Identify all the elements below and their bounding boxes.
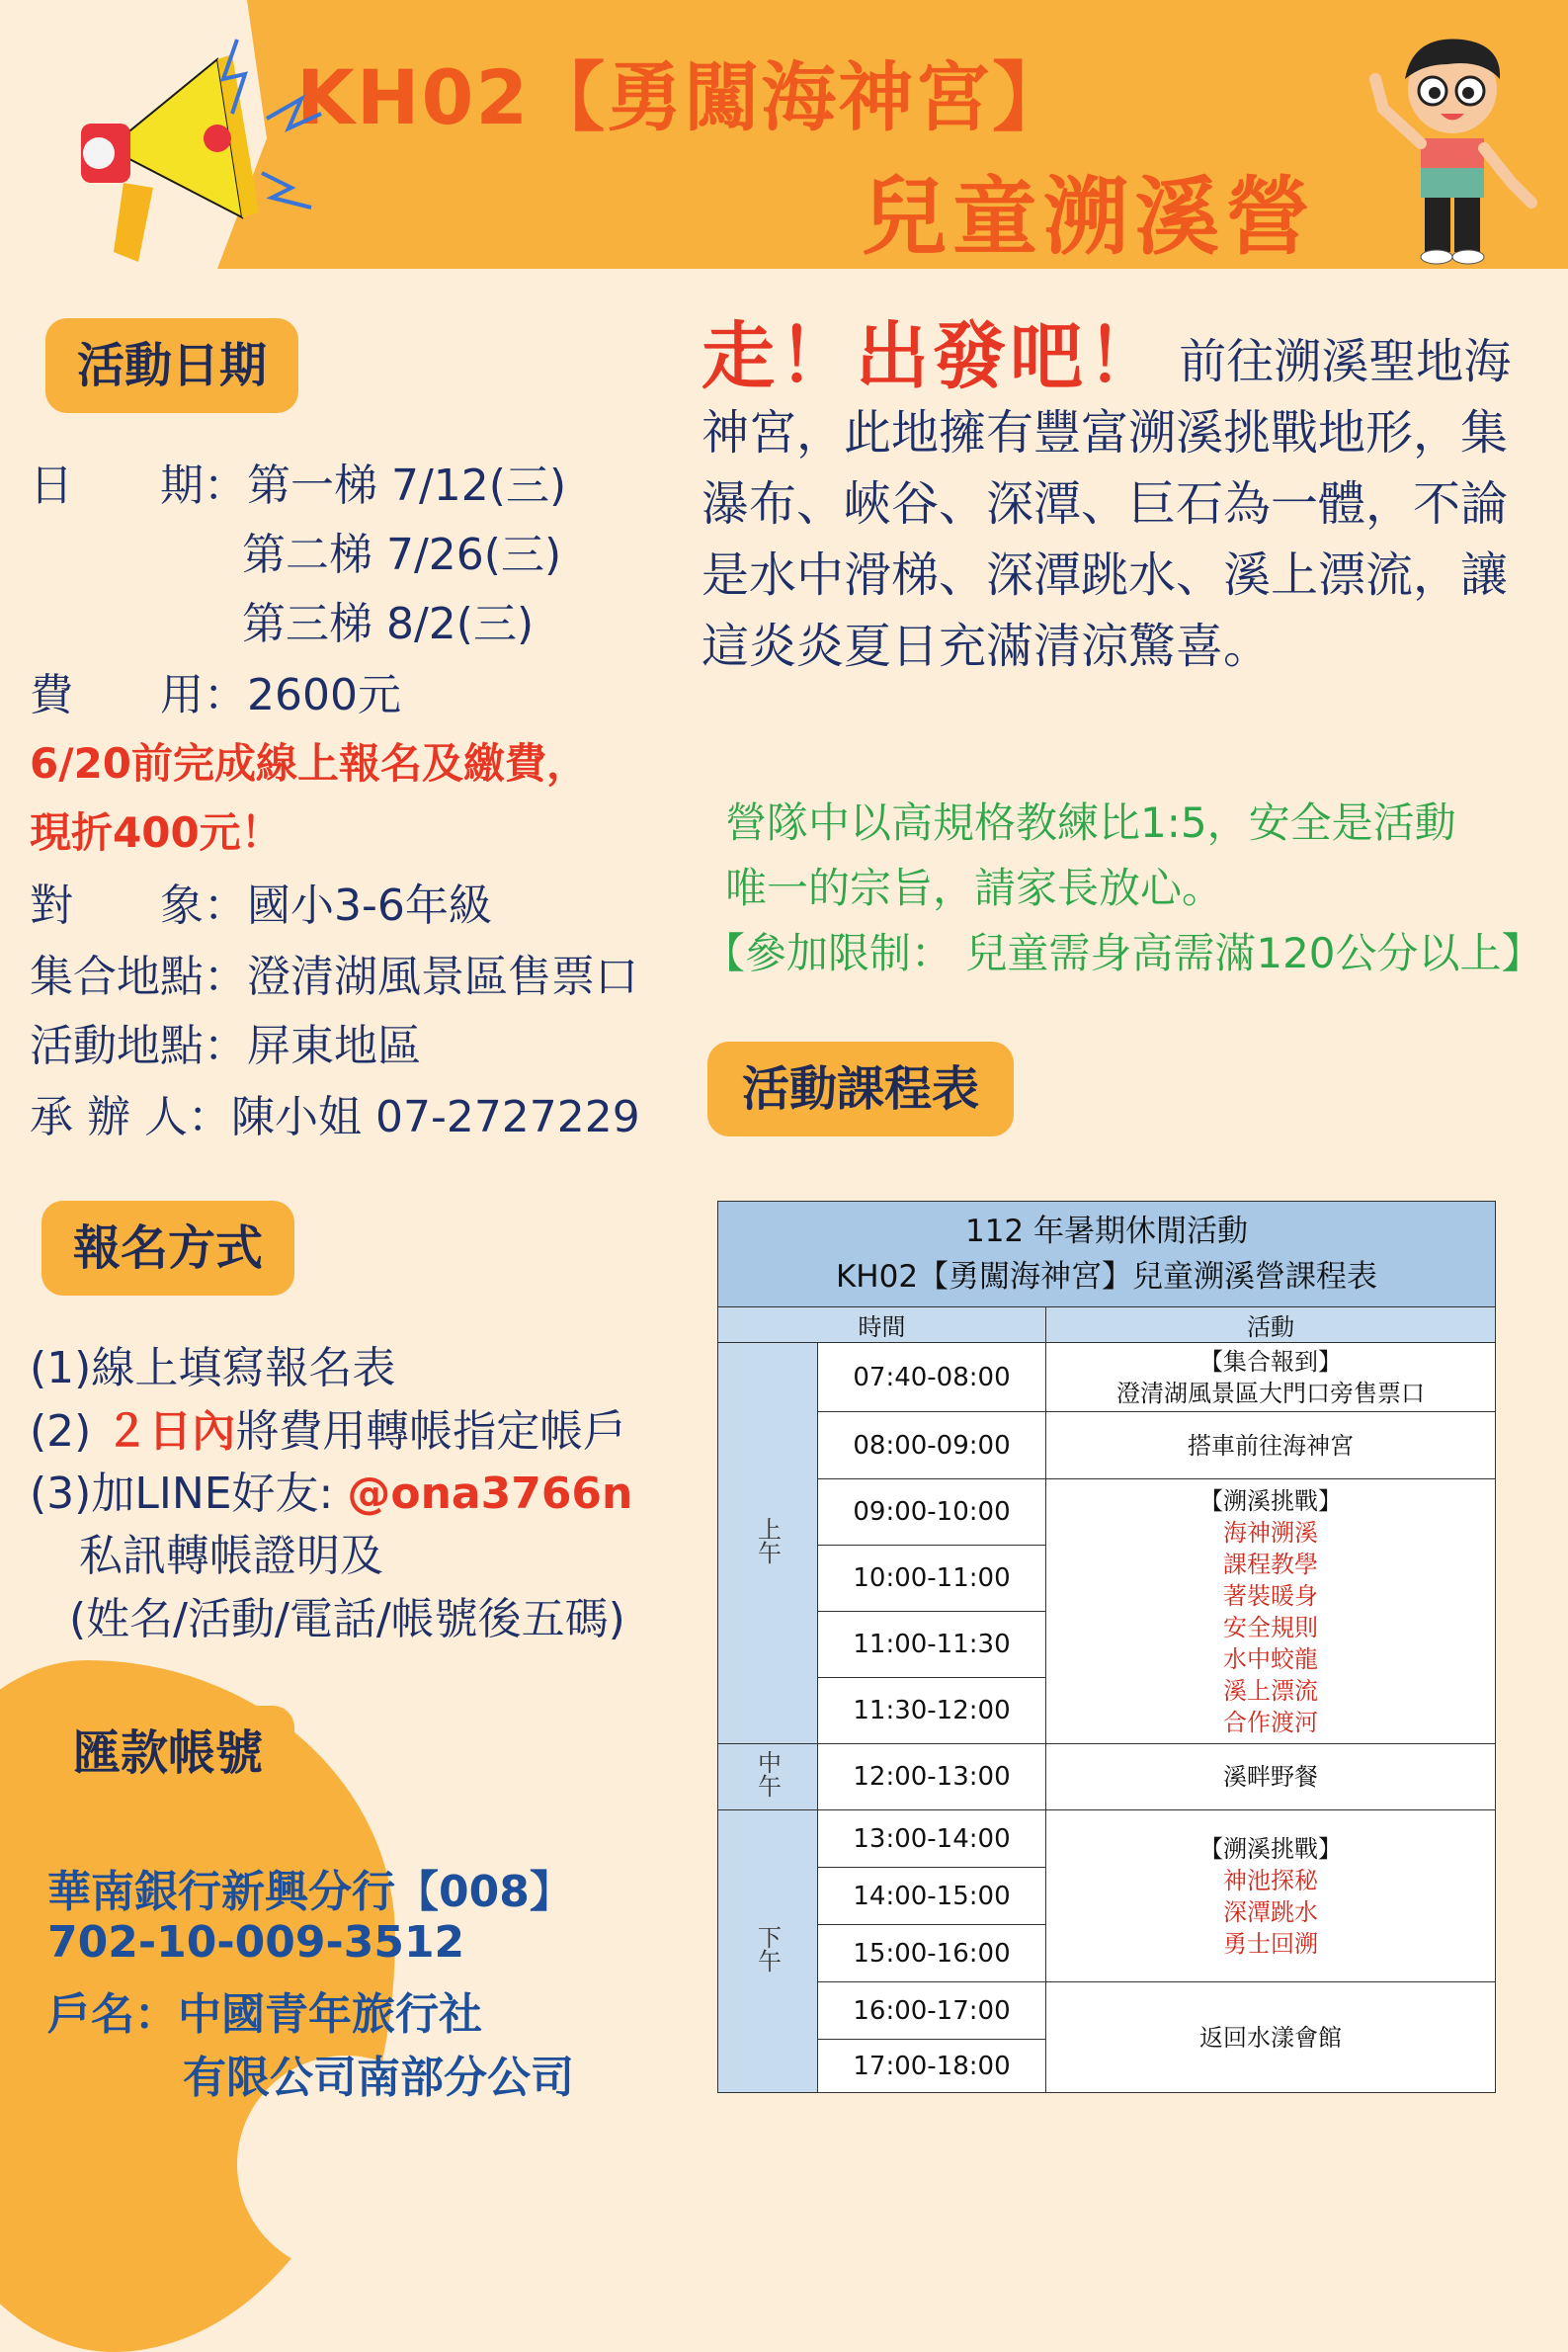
table-title <box>718 1202 1496 1307</box>
table-row: 16:00-17:00 <box>818 1982 1046 2040</box>
target-row: 對 象：國小3-6年級 <box>30 881 492 931</box>
step2-text: 將費用轉帳指定帳戶 <box>235 1406 627 1457</box>
megaphone-icon <box>30 20 326 277</box>
act-am-item: 水中蛟龍 <box>1223 1644 1318 1673</box>
act-pm-title: 【溯溪挑戰】 <box>1199 1834 1342 1863</box>
date-2: 第二梯 7/26(三) <box>242 530 562 580</box>
col-activity: 活動 <box>1046 1307 1496 1343</box>
schedule-table <box>717 1201 1496 2093</box>
participation-limit: 【參加限制： 兒童需身高需滿120公分以上】 <box>703 929 1543 977</box>
table-row: 11:00-11:30 <box>818 1612 1046 1678</box>
act-am-item: 合作渡河 <box>1223 1708 1318 1736</box>
account-heading: 匯款帳號 <box>41 1706 294 1801</box>
date-row <box>30 450 566 513</box>
table-row: 09:00-10:00 <box>818 1479 1046 1546</box>
signup-step-3 <box>30 1458 632 1521</box>
table-row: 15:00-16:00 <box>818 1925 1046 1982</box>
period-noon-label: 中午 <box>753 1750 782 1798</box>
table-row: 11:30-12:00 <box>818 1678 1046 1744</box>
act-pm-item: 勇士回溯 <box>1223 1929 1318 1958</box>
act-am-item: 海神溯溪 <box>1223 1518 1318 1547</box>
act-afternoon-challenge <box>1046 1810 1496 1982</box>
schedule-heading: 活動課程表 <box>707 1042 1014 1136</box>
fee-label: 費 用： <box>30 670 247 720</box>
safety-line-1: 營隊中以高規格教練比1:5，安全是活動 <box>725 798 1456 847</box>
act-checkin-place: 澄清湖風景區大門口旁售票口 <box>1116 1379 1425 1407</box>
fee-row <box>30 659 401 722</box>
safety-line-2: 唯一的宗旨，請家長放心。 <box>725 864 1224 912</box>
discount-line-2: 現折400元！ <box>30 808 283 857</box>
title-line-2: 兒童溯溪營 <box>862 168 1316 267</box>
intro-body: 前往溯溪聖地海神宮，此地擁有豐富溯溪挑戰地形，集瀑布、峽谷、深潭、巨石為一體，不論是水中滑梯、深潭跳水、溪上漂流，讓這炎炎夏日充滿清涼驚喜。 <box>701 334 1512 674</box>
line-id: @ona3766n <box>347 1469 633 1519</box>
step3-prefix: (3)加LINE好友: <box>30 1469 348 1519</box>
intro-text <box>701 314 1531 682</box>
table-row: 14:00-15:00 <box>818 1868 1046 1925</box>
act-pm-item: 深潭跳水 <box>1223 1897 1318 1926</box>
act-checkin <box>1046 1343 1496 1412</box>
table-row: 08:00-09:00 <box>818 1412 1046 1479</box>
act-am-title: 【溯溪挑戰】 <box>1199 1486 1342 1515</box>
account-name-2: 有限公司南部分公司 <box>183 2053 574 2103</box>
kid-illustration <box>1354 20 1551 272</box>
date-1: 第一梯 7/12(三) <box>247 461 567 511</box>
table-row: 07:40-08:00 <box>818 1343 1046 1412</box>
period-afternoon-label: 下午 <box>753 1924 782 1973</box>
date-heading: 活動日期 <box>45 318 298 413</box>
organizer-row: 承 辦 人：陳小姐 07-2727229 <box>30 1092 640 1142</box>
table-title-1: 112 年暑期休閒活動 <box>964 1214 1249 1249</box>
table-row: 10:00-11:00 <box>818 1546 1046 1612</box>
period-noon <box>718 1744 818 1810</box>
signup-step-3-detail: 私訊轉帳證明及 <box>79 1531 383 1581</box>
act-pm-item: 神池探秘 <box>1223 1866 1318 1894</box>
signup-step-1: (1)線上填寫報名表 <box>30 1343 396 1393</box>
act-bus: 搭車前往海神宮 <box>1046 1412 1496 1479</box>
act-am-item: 安全規則 <box>1223 1613 1318 1641</box>
period-afternoon <box>718 1810 818 2093</box>
table-row: 12:00-13:00 <box>818 1744 1046 1810</box>
act-checkin-title: 【集合報到】 <box>1199 1347 1342 1376</box>
act-morning-challenge <box>1046 1479 1496 1744</box>
meeting-row: 集合地點：澄清湖風景區售票口 <box>30 952 638 1002</box>
step2-prefix: (2) <box>30 1406 106 1457</box>
act-lunch: 溪畔野餐 <box>1046 1744 1496 1810</box>
venue-row: 活動地點：屏東地區 <box>30 1021 421 1071</box>
date-label: 日 期： <box>30 461 247 511</box>
act-return: 返回水漾會館 <box>1046 1982 1496 2093</box>
date-3: 第三梯 8/2(三) <box>242 599 535 649</box>
signup-heading: 報名方式 <box>41 1201 294 1296</box>
step2-deadline: ２日內 <box>105 1406 236 1457</box>
table-title-2: KH02【勇闖海神宮】兒童溯溪營課程表 <box>835 1259 1378 1295</box>
bank-branch: 華南銀行新興分行【008】 <box>47 1867 573 1917</box>
table-row: 13:00-14:00 <box>818 1810 1046 1868</box>
period-morning <box>718 1343 818 1744</box>
discount-line-1: 6/20前完成線上報名及繳費， <box>30 739 589 788</box>
go-slogan: 走！出發吧！ <box>701 314 1164 399</box>
title-line-1: KH02【勇闖海神宮】 <box>296 53 1070 141</box>
period-morning-label: 上午 <box>753 1516 782 1564</box>
act-am-item: 溪上漂流 <box>1223 1676 1318 1705</box>
table-row: 17:00-18:00 <box>818 2040 1046 2093</box>
act-am-item: 課程教學 <box>1223 1550 1318 1578</box>
signup-step-3-fields: (姓名/活動/電話/帳號後五碼) <box>69 1594 625 1644</box>
col-time: 時間 <box>718 1307 1046 1343</box>
signup-step-2 <box>30 1395 626 1459</box>
act-am-item: 著裝暖身 <box>1223 1581 1318 1610</box>
account-name-1: 戶名：中國青年旅行社 <box>47 1989 482 2040</box>
bank-account: 702-10-009-3512 <box>47 1917 465 1968</box>
fee-value: 2600元 <box>247 670 401 720</box>
